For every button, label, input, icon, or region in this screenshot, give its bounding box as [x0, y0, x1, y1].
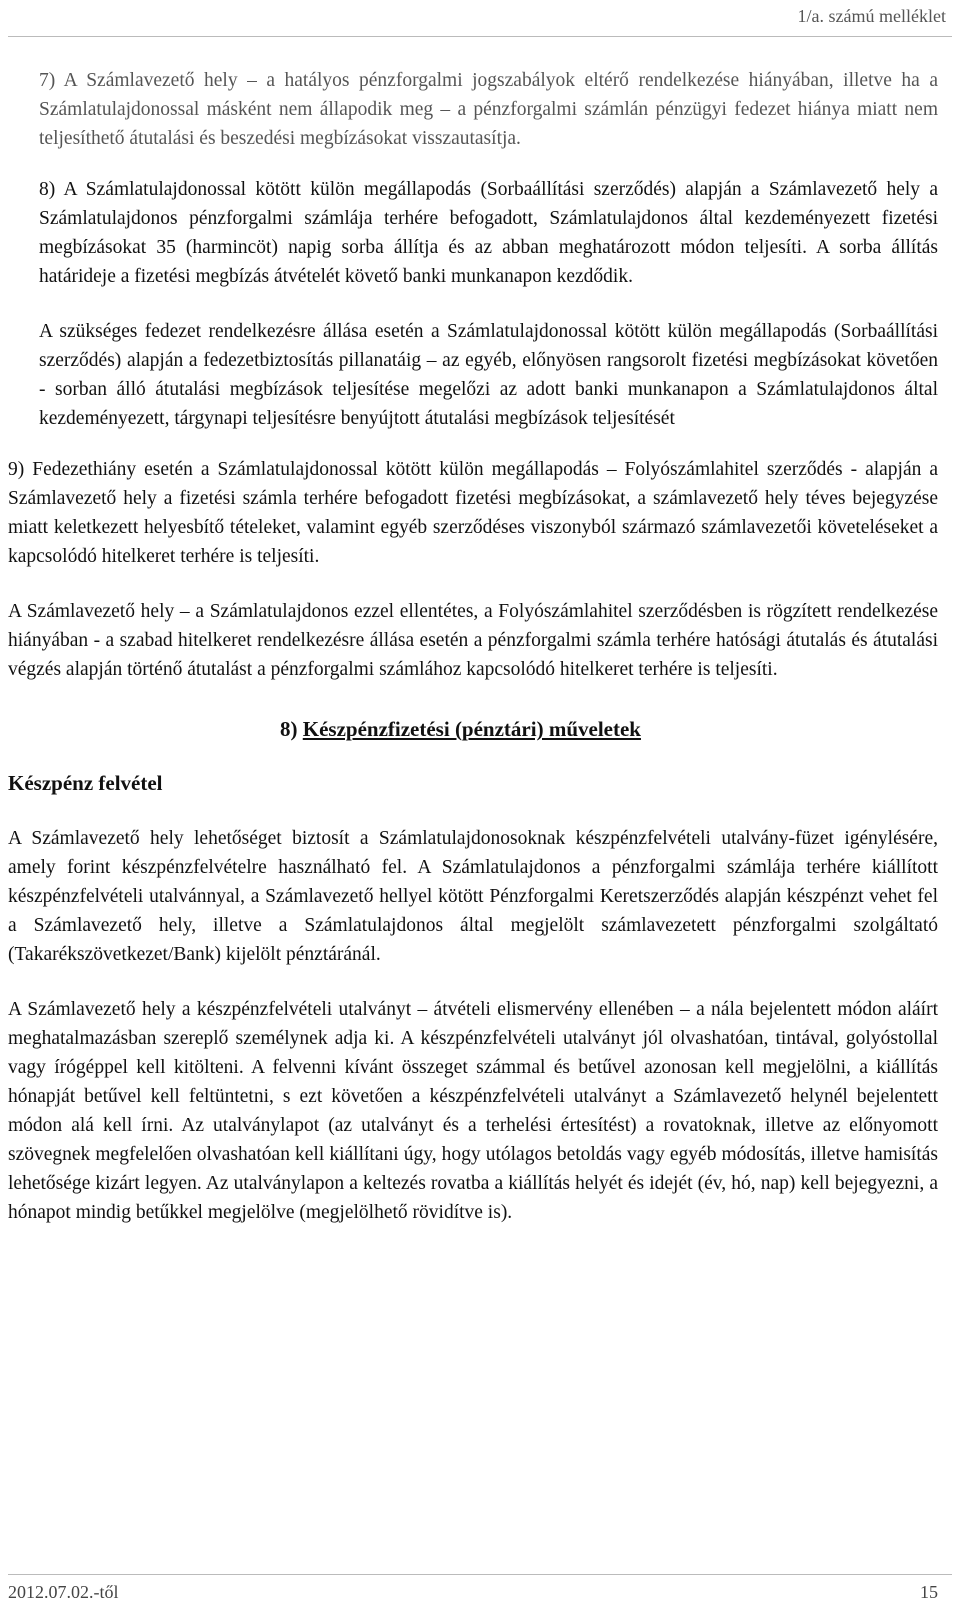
section-title: Készpénzfizetési (pénztári) műveletek — [302, 717, 641, 741]
page-number: 15 — [920, 1582, 938, 1602]
body-paragraph-2: A Számlavezető hely a készpénzfelvételi utalványt – átvételi elismervény ellenében – a nála bejelentett módon aláírt meghatalmazásban szereplő személynek adja ki. A készpénzfelvételi utalványt jól olvashatóan, tintával, golyóstollal vagy írógéppel kell kitölteni. A felvenni kívánt összeget számmal és betűvel azonosan kell megjelölni, a kiállítás hónapját betűvel kell feltüntetni, s ezt követően a készpénzfelvételi utalványt a Számlavezető helynél bejelentett módon alá kell írni. Az utalványlapot (az utalványt és a terhelési értesítést) a rovatoknak, illetve az előnyomott szövegnek megfelelően olvashatóan kell kiállítani úgy, hogy utólagos betoldás vagy egyéb módosítás, illetve hamisítás lehetősége kizárt legyen. Az utalványlapon a keltezés rovatba a kiállítás helyét és idejét (év, hó, nap) kell bejegyezni, a hónapot mindig betűkkel megjelölve (megjelölhető rövidítve is). — [8, 999, 938, 1223]
header-divider — [8, 36, 952, 37]
body-paragraph-1: A Számlavezető hely lehetőséget biztosít a Számlatulajdonosoknak készpénzfelvételi utalvány-füzet igénylésére, amely forint készpénzfelvételre használható fel. A Számlatulajdonos a pénzforgalmi számlája terhére kiállított készpénzfelvételi utalvánnyal, a Számlavezető hellyel kötött Pénzforgalmi Keretszerződés alapján készpénzt vehet fel a Számlavezető hely, illetve a Számlatulajdonos által megjelölt számlavezetett pénzforgalmi szolgáltató (Takarékszövetkezet/Bank) kijelölt pénztáránál. — [8, 828, 938, 965]
section-heading — [8, 714, 938, 744]
document-reference: 1/a. számú melléklet — [797, 6, 946, 26]
document-body — [8, 66, 938, 1227]
paragraph-9: 9) Fedezethiány esetén a Számlatulajdonossal kötött külön megállapodás – Folyószámlahitel szerződés - alapján a Számlavezető hely a fizetési számla terhére befogadott fizetési megbízásokat, a számlavezető hely téves bejegyzése miatt keletkezett helyesbítő tételeket, valamint egyéb szerződéses viszonyból származó számlavezetői követeléseket a kapcsolódó hitelkeret terhére is teljesíti. — [8, 459, 938, 567]
paragraph-7: 7) A Számlavezető hely – a hatályos pénzforgalmi jogszabályok eltérő rendelkezése hiányában, illetve ha a Számlatulajdonossal másként nem állapodik meg – a pénzforgalmi számlán pénzügyi fedezet hiánya miatt nem teljesíthető átutalási és beszedési megbízásokat visszautasítja. — [39, 70, 938, 149]
footer-date: 2012.07.02.-től — [8, 1582, 119, 1602]
paragraph-8: 8) A Számlatulajdonossal kötött külön megállapodás (Sorbaállítási szerződés) alapján a Számlavezető hely a Számlatulajdonos pénzforgalmi számlája terhére befogadott, Számlatulajdonos által kezdeményezett fizetési megbízásokat 35 (harmincöt) napig sorba állítja és az abban meghatározott módon teljesíti. A sorba állítás határideje a fizetési megbízás átvételét követő banki munkanapon kezdődik. — [39, 179, 938, 287]
section-number: 8) — [280, 717, 298, 741]
subsection-heading: Készpénz felvétel — [8, 771, 163, 795]
footer-divider — [8, 1574, 952, 1575]
paragraph-9-continued: A Számlavezető hely – a Számlatulajdonos ezzel ellentétes, a Folyószámlahitel szerződésben is rögzített rendelkezése hiányában - a szabad hitelkeret rendelkezésre állása esetén a pénzforgalmi számla terhére hatósági átutalás és átutalási végzés alapján történő átutalást a pénzforgalmi számlához kapcsolódó hitelkeret terhére is teljesíti. — [8, 601, 938, 680]
paragraph-8-continued: A szükséges fedezet rendelkezésre állása esetén a Számlatulajdonossal kötött külön megállapodás (Sorbaállítási szerződés) alapján a fedezetbiztosítás pillanatáig – az egyéb, előnyösen rangsorolt fizetési megbízásokat követően - sorban álló átutalási megbízások teljesítése megelőzi az adott banki munkanapon a Számlatulajdonos által kezdeményezett, tárgynapi teljesítésre benyújtott átutalási megbízások teljesítését — [39, 321, 938, 429]
